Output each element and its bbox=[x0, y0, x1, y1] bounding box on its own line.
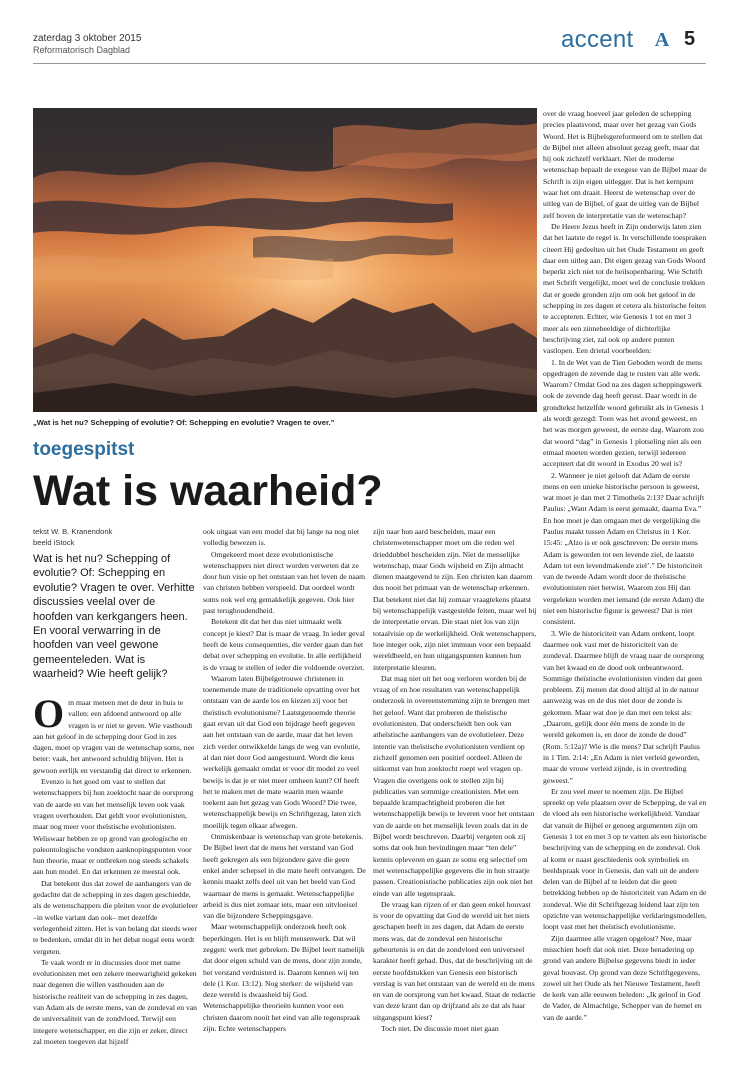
article-paragraph: Dat mag niet uit het oog verloren worden bij de vraag of en hoe resultaten van wetenschappelijk onderzoek in overeenstemming zijn te brengen met het geloof. Want dat proberen de theïstische evolutionisten. Dat onderscheidt hen ook van atheïstische aanhangers van de evolutieleer. Deze intentie van theïstische evolutionisten verdient op zichzelf genomen een positief oordeel. Alleen de uitkomst van hun zoektocht roept wel vragen op. Vragen die overigens ook te stellen zijn bij publicaties van sommige creationisten. Met een bepaalde krampachtigheid proberen die het wetenschappelijk bewijs te leveren voor het ontstaan van de aarde en het menselijk leven zoals dat in de Bijbel wordt beschreven. Daarbij vergeten ook zij soms dat ook hun bevindingen maar “ten dele” kennis opleveren en gaan ze soms erg selectief om met wetenschappelijke gegevens die in hun straatje passen. Creationistische publicaties zijn ook niet het einde van alle tegenspraak. bbox=[373, 673, 535, 898]
article-column-3 bbox=[373, 526, 537, 1048]
section-logo: A bbox=[654, 29, 670, 51]
newspaper-name: Reformatorisch Dagblad bbox=[33, 45, 131, 55]
article-credits bbox=[33, 526, 198, 548]
article-paragraph: Waarom laten Bijbelgetrouwe christenen in toenemende mate de traditionele opvatting over het ontstaan van de aarde los en kiezen zij voor het theïstisch evolutionisme? Laatstgenoemde theorie gaat ervan uit dat God een bijdrage heeft gegeven aan het ontstaan van de aarde, maar dat het leven zich verder ontwikkelde langs de weg van evolutie, al dan niet door God aangestuurd. Wordt die keus werkelijk gemaakt omdat er voor dit model zo veel bewijs is dat je er niet meer omheen kunt? Of heeft het te maken met de mate waarin men waarde toekent aan het gezag van Gods Woord? Die twee, wetenschappelijk bewijs en Schriftgezag, laten zich moeilijk tegen elkaar afwegen. bbox=[203, 673, 361, 830]
article-paragraph: 2. Wanneer je niet gelooft dat Adam de eerste mens en een unieke historische persoon is geweest, wat moet je dan met 2 Timotheüs 2:13? Daar schrijft Paulus: „Want Adam is eerst gemaakt, daarna Eva.” En hoe moet je dan omgaan met de vergelijking die Paulus maakt tussen Adam en Christus in 1 Kor. 15:45: „Alzo is er ook geschreven: De eerste mens Adam is geworden tot een levende ziel, de laatste Adam tot een levendmakende zielʼ.” De historiciteit van de tweede Adam wordt door de theïstische evolutionisten niet betwist. Waarom zou Hij dan vergeleken worden met iemand (de eerste Adam) die niet een historische figuur is geweest? Dat is niet consistent. bbox=[543, 470, 705, 627]
drop-cap: O bbox=[33, 697, 65, 736]
article-paragraph: zijn naar hun aard bescheiden, maar een christenwetenschapper moet om die reden wel drieddubbel bescheiden zijn. Niet de menselijke wetenschap, maar Gods wijsheid en Zijn almacht dienen maatgevend te zijn. Een christen kan daarom dus nooit het primaat van de wetenschap erkennen. Dat betekent niet dat hij zomaar vraagtekens plaatst bij wetenschappelijk vastgestelde feiten, maar wel bij de interpretatie ervan. Die staat niet los van zijn totaalvisie op de werkelijkheid. Ook wetenschappers, hoe integer ook, zijn niet immuun voor een bepaald wereldbeeld, en hun uitgangspunten kunnen hun interpretatie kleuren. bbox=[373, 527, 537, 672]
article-paragraph: Toch niet. De discussie moet niet gaan bbox=[381, 1024, 499, 1034]
article-paragraph: Dat betekent dus dat zowel de aanhangers van de gedachte dat de schepping in zes dagen geschiedde, als de wetenschappers die pleiten voor de evolutieleer –in welke variant dan ook– met dezelfde verlegenheid zitten. Het is van belang dat steeds weer te bedenken, omdat dit in het debat nogal eens wordt vergeten. bbox=[33, 878, 198, 956]
article-paragraph: Zijn daarmee alle vragen opgelost? Nee, maar misschien hoeft dat ook niet. Deze benadering op grond van andere Bijbelse gegevens biedt in ieder geval houvast. Op grond van deze Schriftgegevens, zowel uit het Oude als het Nieuwe Testament, heeft de kerk van alle eeuwen beleden: „Ik geloof in God de Vader, de Almachtige, Schepper van de hemel en van de aarde.” bbox=[543, 933, 702, 1022]
article-paragraph bbox=[33, 697, 198, 776]
article-paragraph: over de vraag hoeveel jaar geleden de schepping precies plaatsvond, maar over het gezag van Gods Woord. Het is Bijbelsgereformeerd om te stellen dat de Bijbel niet alleen absoluut gezag geeft, maar dat hij ook zichzelf verklaart. Niet de moderne wetenschap bepaalt de exegese van de Bijbel maar de Schrift is zijn eigen uitlegger. Dat is het kernpunt waar het om draait. Heerst de wetenschap over de uitleg van de Bijbel, of gaat de uitleg van de Bijbel zelf boven de interpretatie van de wetenschap? bbox=[543, 109, 707, 220]
article-paragraph: Evenzo is het goed om vast te stellen dat wetenschappers bij hun zoektocht naar de oorsprong van de aarde en van het menselijk leven ook vaak vragen overhouden. Dat geldt voor evolutionisten, maar nog meer voor theïstische evolutionisten. Weliswaar hebben ze op grond van geologische en paleontologische vondsten aanknopingspunten voor hun theorie, maar er ontbreken nog steeds schakels aan hun model. En dat erkennen ze meestal ook. bbox=[33, 777, 194, 877]
paragraph-text: m maar meteen met de deur in huis te vallen: een afdoend antwoord op alle vragen is er niet te geven. Wie vasthoudt aan het geloof in de schepping door God in zes dagen, moet op vragen van de wetenschap soms, nee beter: vaak, het antwoord schuldig blijven. Het is gewoon eerlijk en verstandig dat direct te erkennen. bbox=[33, 698, 195, 775]
photo-caption: „Wat is het nu? Schepping of evolutie? Of: Schepping en evolutie? Vragen te over.” bbox=[33, 418, 335, 427]
article-paragraph: ook uitgaat van een model dat bij lange na nog niet volledig bewezen is. bbox=[203, 527, 360, 548]
sky-landscape-image bbox=[33, 108, 537, 412]
article-title: Wat is waarheid? bbox=[33, 467, 383, 515]
article-column-2 bbox=[203, 526, 367, 1048]
credit-text: tekst W. B. Kranendonk bbox=[33, 527, 113, 536]
article-paragraph: De Heere Jezus heeft in Zijn onderwijs laten zien dat het laatste de regel is. In verschillende toespraken citeert Hij gedeelten uit het Oude Testament en geeft daar een uitleg aan. Dit eigen gezag van Gods Woord beperkt zich niet tot de heilsopenbaring. Wie Schrift met Schrift vergelijkt, moet wel de conclusie trekken dat er goede gronden zijn om ook het geloof in de schepping in zes dagen et cetera als historische feiten te accepteren. Echter, wie Genesis 1 tot en met 3 meer als een zinnebeeldige of dichterlijke beschrijving ziet, zal ook op andere punten vastlopen. Een drietal voorbeelden: bbox=[543, 221, 707, 356]
article-kicker: toegespitst bbox=[33, 439, 135, 460]
article-paragraph: Maar wetenschappelijk onderzoek heeft ook beperkingen. Het is en blijft mensenwerk. Dat wil zeggen: werk met gebreken. De Bijbel leert namelijk dat door eigen schuld van de mens, door zijn zonde, het verstand verduisterd is. Daarom kennen wij ten dele (1 Kor. 13:12). Nog sterker: de wijsheid van deze wereld is dwaasheid bij God. Wetenschappelijke theorieën kunnen voor een christen daarom nooit het eind van alle tegenspraak zijn. Echte wetenschappers bbox=[203, 922, 365, 1034]
article-paragraph: Er zou veel meer te noemen zijn. De Bijbel spreekt op vele plaatsen over de Schepping, de val en de vloed als een historische werkelijkheid. Vandaar dat vanuit de Bijbel er genoeg argumenten zijn om Genesis 1 tot en met 3 op te vatten als een historische beschrijving van de schepping en de zondeval. Ook al komt er naast geschiedenis ook symboliek en beeldspraak voor in Genesis, dan valt uit de andere delen van de Bijbel af te leiden dat die geen betrekking hebben op de historiciteit van Adam en de zondeval. Wie dit Schriftgezag leidend laat zijn ten opzichte van wetenschappelijke verklaringsmodellen, loopt vast met het theïstisch evolutionisme. bbox=[543, 786, 707, 932]
article-paragraph: Onmiskenbaar is wetenschap van grote betekenis. De Bijbel leert dat de mens het verstand van God heeft gekregen als een bijzondere gave die geen enkel ander schepsel in die mate heeft ontvangen. De kennis maakt zelfs deel uit van het beeld van God waarnaar de mens is gemaakt. Wetenschappelijke arbeid is dus niet zomaar iets, maar een uitvloeisel van die bijzondere Scheppingsgave. bbox=[203, 832, 366, 921]
section-name: accent bbox=[561, 26, 634, 53]
article-paragraph: 1. In de Wet van de Tien Geboden wordt de mens opgedragen de zevende dag te rusten van alle werk. Waarom? Omdat God na zes dagen scheppingswerk ook de zevende dag heeft gerust. Daar wordt in de grondtekst hetzelfde woord gebruikt als in Genesis 1 als wordt gezegd: Toen was het avond geweest, en het was morgen geweest, de eerste dag. Waarom zou dat woord “dag” in Genesis 1 plotseling niet als een etmaal moeten worden gezien, terwijl iedereen accepteert dat dit woord in Exodus 20 wel is? bbox=[543, 357, 705, 469]
article-intro: Wat is het nu? Schepping of evolutie? Of: Schepping en evolutie? Vragen te over. Verhitte discussies veelal over de hoofden van kerkgangers heen. En vooral verwarring in de hoofden van veel gewone gemeenteleden. Wat is waarheid? Wie heeft gelijk? bbox=[33, 553, 195, 681]
sunset-clouds-mountains-photo bbox=[33, 108, 537, 412]
article-paragraph: De vraag kan rijzen of er dan geen enkel houvast is voor de opvatting dat God de wereld uit het niets geschapen heeft in zes dagen, dat Adam de eerste mens was, dat de zondeval een historische gebeurtenis is en dat de zondvloed een universeel karakter heeft gehad. Dus, dat de beschrijving uit de eerste hoofdstukken van Genesis een historisch verslag is van het ontstaan van de wereld en de mens en van de oorsprong van het kwaad. Staat de redactie van deze krant dan op drijfzand als ze dat als haar uitgangspunt kiest? bbox=[373, 899, 536, 1022]
article-column-4 bbox=[543, 108, 707, 1048]
article-paragraph: 3. Wie de historiciteit van Adam ontkent, loopt daarmee ook vast met de historiciteit van de zondeval. Daarmee blijft de vraag naar de oorsprong van het kwaad en de dood ook onbeantwoord. Sommige theïstische evolutionisten vinden dat geen probleem. Zij menen dat dood altijd al in de natuur aanwezig was en de dus niet door de zonde is gekomen. Maar wat doe je dan met een tekst als: „Daarom, gelijk door één mens de zonde in de wereld gekomen is, en door de zonde de dood” (Rom. 5:12a)? Wie is die mens? Dat schrijft Paulus in 1 Tim. 2:14: „En Adam is niet verleid geworden, maar de vrouw verleid zijnde, is in overtreding geweest.” bbox=[543, 628, 704, 785]
article-paragraph: Omgekeerd moet deze evolutionistische wetenschappers niet direct worden verweten dat ze door hun visie op het ontstaan van het leven de naam van christen hebben verspeeld. Dat oordeel wordt soms ook wel erg gemakkelijk gegeven. Ook hier past terughoudendheid. bbox=[203, 549, 366, 616]
header-divider bbox=[33, 63, 706, 64]
issue-date: zaterdag 3 oktober 2015 bbox=[33, 33, 142, 44]
article-paragraph: Betekent dit dat het dus niet uitmaakt welk concept je kiest? Dat is maar de vraag. In ieder geval heeft de keus consequenties, die verder gaan dan het debat over schepping en evolutie. In alle eerlijkheid is de vraag te stellen of ieder die voldoende overziet. bbox=[203, 617, 365, 672]
article-paragraph: Te vaak wordt er in discussies door met name evolutionisten met een zekere meewarigheid gekeken naar degenen die willen vasthouden aan de historische realiteit van de schepping in zes dagen, van Adam als de eerste mens, van de zondeval en van de universaliteit van de zondvloed. Terwijl een integere wetenschapper, en die zijn er zeker, direct zal moeten toegeven dat hijzelf bbox=[33, 957, 198, 1046]
article-column-1 bbox=[33, 697, 198, 1047]
page-number: 5 bbox=[684, 28, 696, 50]
credit-image: beeld iStock bbox=[33, 538, 75, 547]
